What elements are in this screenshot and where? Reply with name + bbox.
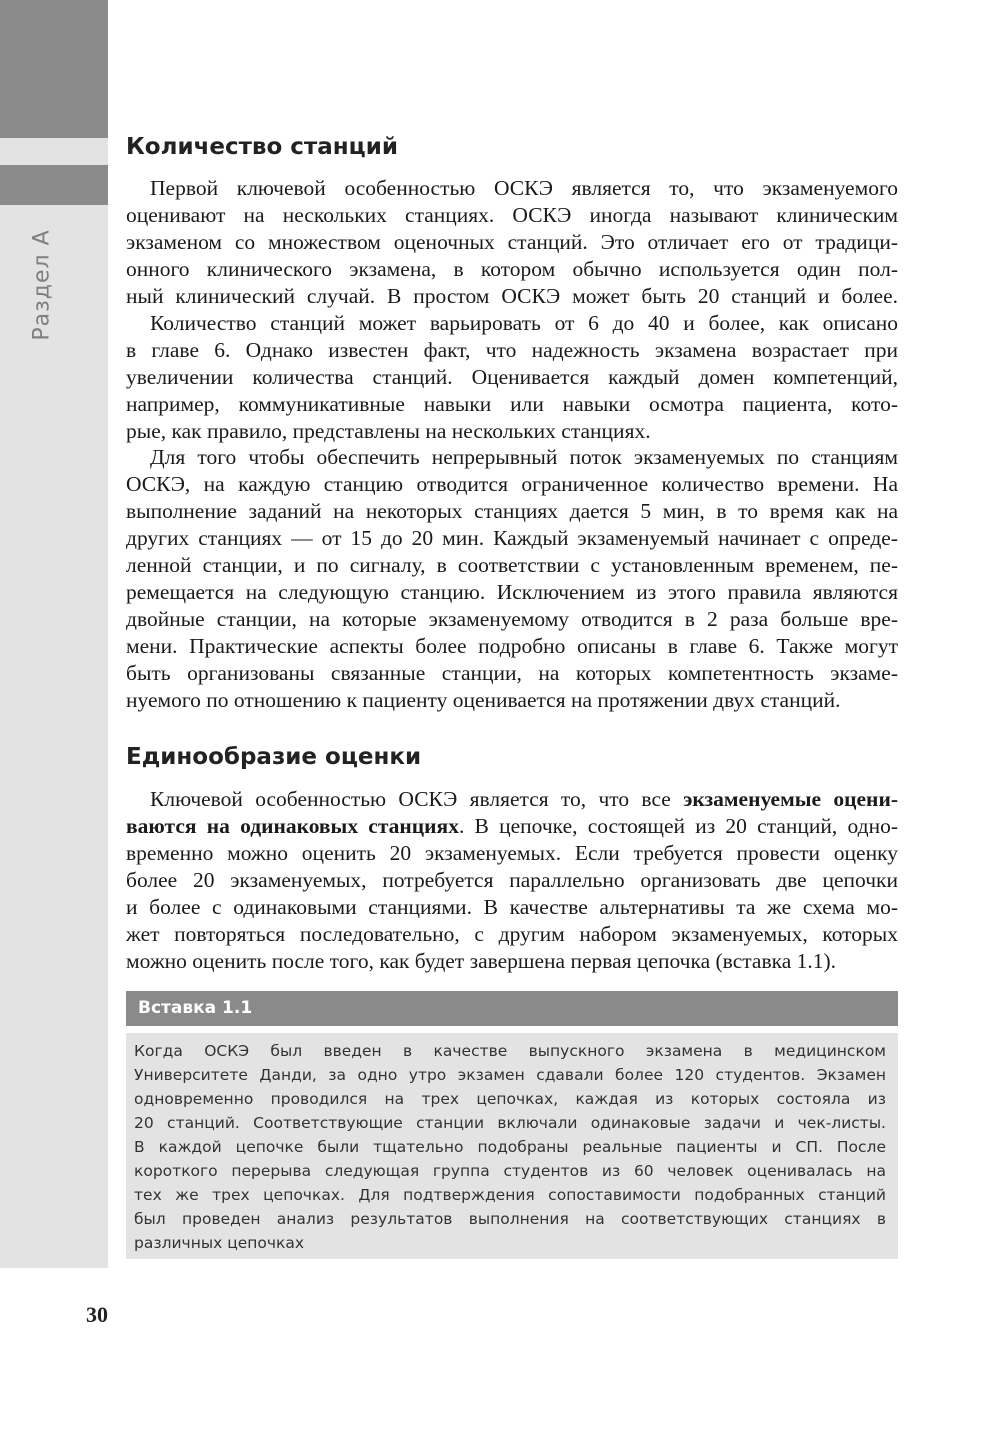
- text-line: более 20 экзаменуемых, потребуется параллельно организовать две цепочки: [126, 868, 898, 892]
- text-line: увеличении количества станций. Оценивается каждый домен компетенций,: [126, 365, 898, 389]
- text-line: ленной станции, и по сигналу, в соответствии с установленным временем, пе-: [126, 553, 898, 577]
- paragraph-4: [126, 786, 898, 975]
- text-line: двойные станции, на которые экзаменуемому отводится в 2 раза больше вре-: [126, 607, 898, 631]
- box-line: короткого перерыва следующая группа студентов из 60 человек оценивалась на: [134, 1162, 886, 1180]
- text-line: жет повторяться последовательно, с другим набором экзаменуемых, которых: [126, 922, 898, 946]
- insert-box-title: Вставка 1.1: [138, 998, 253, 1018]
- text-line: экзаменом со множеством оценочных станций. Это отличает его от традици-: [126, 230, 898, 254]
- box-line: одновременно проводился на трех цепочках, каждая из которых состояла из: [134, 1090, 886, 1108]
- text-line: и более с одинаковыми станциями. В качестве альтернативы та же схема мо-: [126, 895, 898, 919]
- text-line: нуемого по отношению к пациенту оценивается на протяжении двух станций.: [126, 688, 841, 712]
- paragraph-3: [126, 444, 898, 714]
- bold-text: ваются на одинаковых станциях: [126, 814, 459, 838]
- bold-text: экзаменуемые оцени-: [683, 787, 898, 811]
- text-run: . В цепочке, состоящей из 20 станций, одно-: [458, 814, 898, 838]
- section-label-text: Раздел А: [29, 229, 55, 341]
- text-line: Количество станций может варьировать от 6 до 40 и более, как описано: [150, 311, 898, 335]
- side-tab-block: [0, 165, 108, 205]
- text-line: быть организованы связанные станции, на которых компетентность экзаме-: [126, 661, 898, 685]
- box-line: тех же трех цепочках. Для подтверждения сопоставимости подобранных станций: [134, 1186, 886, 1204]
- text-line: ОСКЭ, на каждую станцию отводится ограниченное количество времени. На: [126, 472, 898, 496]
- box-line: Когда ОСКЭ был введен в качестве выпускного экзамена в медицинском: [134, 1042, 886, 1060]
- text-line: ный клинический случай. В простом ОСКЭ может быть 20 станций и более.: [126, 284, 898, 308]
- heading-uniform-assessment: Единообразие оценки: [126, 744, 422, 770]
- box-line: В каждой цепочке были тщательно подобраны реальные пациенты и СП. После: [134, 1138, 886, 1156]
- insert-box-text: [134, 1039, 886, 1255]
- paragraph-1: [126, 175, 898, 310]
- box-line: был проведен анализ результатов выполнения на соответствующих станциях в: [134, 1210, 886, 1228]
- text-line: Для того чтобы обеспечить непрерывный поток экзаменуемых по станциям: [150, 445, 898, 469]
- text-line: рые, как правило, представлены на нескольких станциях.: [126, 419, 651, 443]
- text-line: [126, 786, 898, 813]
- text-line: ремещается на следующую станцию. Исключением из этого правила являются: [126, 580, 898, 604]
- text-line: выполнение заданий на некоторых станциях дается 5 мин, в то время как на: [126, 499, 898, 523]
- text-line: Первой ключевой особенностью ОСКЭ является то, что экзаменуемого: [150, 176, 898, 200]
- heading-station-count: Количество станций: [126, 134, 398, 160]
- paragraph-2: [126, 310, 898, 445]
- box-line: различных цепочках: [134, 1234, 305, 1252]
- insert-box-header: [126, 991, 898, 1026]
- text-line: оценивают на нескольких станциях. ОСКЭ иногда называют клиническим: [126, 203, 898, 227]
- text-line: можно оценить после того, как будет завершена первая цепочка (вставка 1.1).: [126, 949, 837, 973]
- page-number: 30: [86, 1302, 108, 1327]
- box-line: 20 станций. Соответствующие станции включали одинаковые задачи и чек-листы.: [134, 1114, 886, 1132]
- text-line: в главе 6. Однако известен факт, что надежность экзамена возрастает при: [126, 338, 898, 362]
- text-line: временно можно оценить 20 экзаменуемых. Если требуется провести оценку: [126, 841, 898, 865]
- text-line: онного клинического экзамена, в котором обычно используется один пол-: [126, 257, 898, 281]
- box-line: Университете Данди, за одно утро экзамен сдавали более 120 студентов. Экзамен: [134, 1066, 886, 1084]
- text-line: других станциях — от 15 до 20 мин. Каждый экзаменуемый начинает с опреде-: [126, 526, 898, 550]
- side-tab-block-top: [0, 0, 108, 138]
- text-line: например, коммуникативные навыки или навыки осмотра пациента, кото-: [126, 392, 898, 416]
- text-run: Ключевой особенностью ОСКЭ является то, что все: [150, 787, 684, 811]
- text-line: [126, 813, 898, 840]
- text-line: мени. Практические аспекты более подробно описаны в главе 6. Также могут: [126, 634, 898, 658]
